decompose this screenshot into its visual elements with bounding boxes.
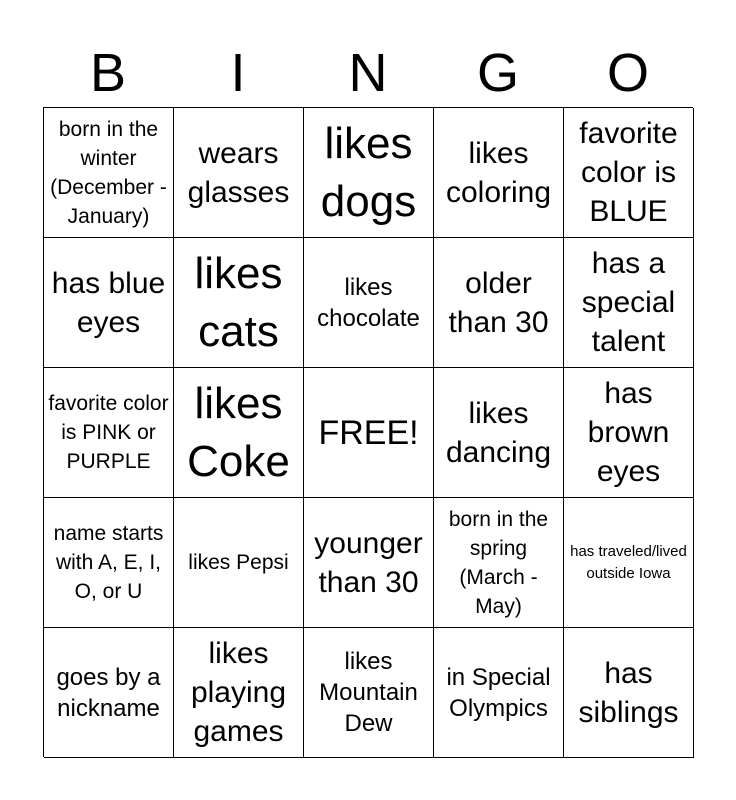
header-letter-i: I: [230, 43, 246, 103]
cell-text: likes Coke: [187, 378, 290, 486]
bingo-cell[interactable]: [44, 628, 174, 758]
bingo-cell[interactable]: [304, 628, 434, 758]
cell-text: has blue eyes: [51, 266, 166, 339]
bingo-cell[interactable]: [304, 238, 434, 368]
cell-text: likes coloring: [445, 136, 552, 209]
cell-text: in Special Olympics: [446, 663, 551, 722]
cell-text: likes cats: [194, 248, 283, 356]
cell-text: likes Pepsi: [188, 551, 289, 574]
header-letter-n: N: [348, 43, 388, 103]
cell-text: likes chocolate: [317, 273, 420, 332]
free-space-text: FREE!: [318, 413, 419, 452]
cell-text: has a special talent: [581, 247, 676, 358]
cell-text: favorite color is PINK or PURPLE: [48, 392, 169, 473]
bingo-cell[interactable]: [434, 108, 564, 238]
cell-text: likes Mountain Dew: [319, 648, 418, 737]
bingo-header: [43, 40, 693, 106]
bingo-cell[interactable]: [174, 628, 304, 758]
header-letter-b: B: [89, 43, 127, 103]
bingo-cell[interactable]: [434, 368, 564, 498]
bingo-cell[interactable]: [564, 108, 694, 238]
cell-text: likes dancing: [445, 396, 552, 469]
bingo-cell[interactable]: [44, 368, 174, 498]
cell-text: goes by a nickname: [56, 663, 161, 722]
header-letter-o: O: [606, 43, 649, 103]
cell-text: born in the spring (March - May): [448, 507, 549, 618]
cell-text: likes dogs: [320, 118, 417, 226]
bingo-cell[interactable]: [564, 368, 694, 498]
cell-text: wears glasses: [187, 136, 290, 209]
bingo-cell[interactable]: [174, 368, 304, 498]
bingo-cell[interactable]: [44, 108, 174, 238]
bingo-cell[interactable]: [564, 498, 694, 628]
bingo-cell[interactable]: [44, 498, 174, 628]
bingo-cell[interactable]: [44, 238, 174, 368]
bingo-grid: [43, 107, 693, 757]
bingo-cell[interactable]: [304, 108, 434, 238]
bingo-cell[interactable]: [174, 238, 304, 368]
free-space-cell[interactable]: [304, 368, 434, 498]
bingo-cell[interactable]: [564, 238, 694, 368]
header-letter-g: G: [476, 43, 519, 103]
cell-text: favorite color is BLUE: [579, 117, 678, 228]
bingo-cell[interactable]: [174, 108, 304, 238]
cell-text: name starts with A, E, I, O, or U: [53, 522, 164, 603]
cell-text: has brown eyes: [587, 377, 670, 488]
bingo-cell[interactable]: [174, 498, 304, 628]
bingo-cell[interactable]: [434, 498, 564, 628]
bingo-cell[interactable]: [304, 498, 434, 628]
cell-text: likes playing games: [190, 637, 287, 748]
cell-text: born in the winter (December - January): [50, 117, 167, 228]
cell-text: has traveled/lived outside Iowa: [570, 542, 687, 582]
bingo-cell[interactable]: [434, 238, 564, 368]
cell-text: has siblings: [578, 656, 679, 729]
cell-text: older than 30: [448, 266, 549, 339]
bingo-cell[interactable]: [564, 628, 694, 758]
cell-text: younger than 30: [314, 526, 423, 599]
bingo-cell[interactable]: [434, 628, 564, 758]
